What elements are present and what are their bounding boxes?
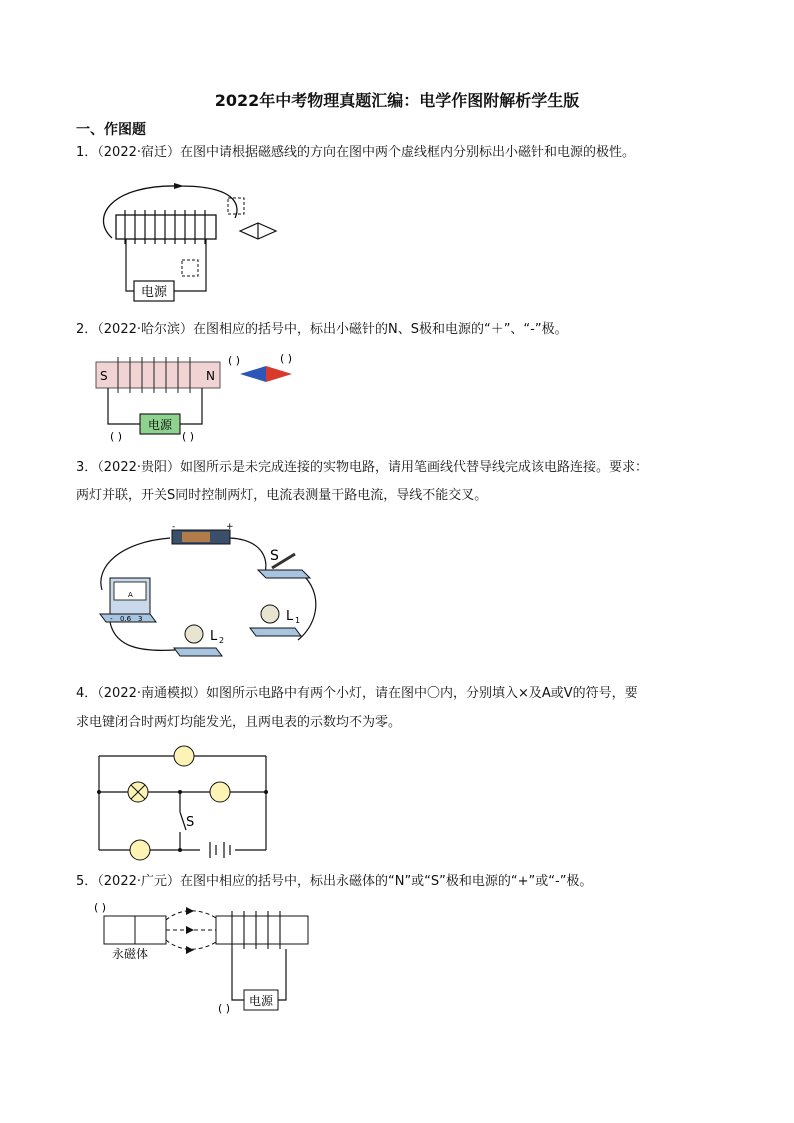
page-title: 2022年中考物理真题汇编：电学作图附解析学生版	[214, 91, 580, 110]
solenoid-core	[96, 362, 220, 388]
section-heading: 一、作图题	[76, 122, 146, 138]
ammeter-term-3: 3	[138, 615, 143, 623]
lamp1-bulb	[261, 605, 279, 623]
solenoid-core	[216, 916, 308, 944]
needle-red-half	[266, 366, 292, 382]
lamp2-sub: 2	[219, 636, 225, 645]
figure-q5-magnet-solenoid	[90, 896, 330, 1018]
figure-q3-circuit	[90, 522, 330, 672]
meter-circle-middle	[210, 782, 230, 802]
ammeter-a: A	[128, 591, 133, 599]
question-4-text-line2: 求电键闭合时两灯均能发光，且两电表的示数均不为零。	[76, 715, 402, 730]
question-4-text-line1: 4．（2022·南通模拟）如图所示电路中有两个小灯，请在图中〇内，分别填入×及A或V的符号，要	[76, 686, 638, 701]
lamp2-bulb	[185, 625, 203, 643]
meter-circle-bottom	[130, 840, 150, 860]
question-3-text-line2: 两灯并联，开关S同时控制两灯，电流表测量干路电流，导线不能交叉。	[76, 488, 488, 503]
bracket-needle-left: ( )	[228, 354, 241, 367]
magnet-label: 永磁体	[112, 947, 149, 961]
battery-plus: +	[226, 522, 234, 532]
question-3-text-line1: 3．（2022·贵阳）如图所示是未完成连接的实物电路，请用笔画线代替导线完成该电路连接。要求：	[76, 460, 648, 475]
bracket-magnet: ( )	[94, 901, 107, 914]
switch-base	[258, 570, 310, 578]
switch-label: S	[270, 548, 279, 564]
switch-label: S	[186, 815, 195, 830]
bracket-left-power: ( )	[110, 430, 123, 443]
meter-circle-top	[174, 746, 194, 766]
bracket-power: ( )	[218, 1002, 231, 1015]
dashed-box-power	[182, 260, 198, 276]
lamp2-label: L	[210, 629, 218, 644]
question-1-text: 1．（2022·宿迁）在图中请根据磁感线的方向在图中两个虚线框内分别标出小磁针和电源的极性。	[76, 145, 635, 160]
field-arrow-icon	[174, 183, 184, 189]
figure-q4-circuit	[90, 742, 280, 864]
s-pole-label: S	[100, 369, 108, 383]
ammeter-term-06: 0.6	[120, 615, 132, 623]
figure-q2-solenoid	[90, 348, 310, 446]
needle-blue-half	[240, 366, 266, 382]
power-label: 电源	[248, 994, 274, 1008]
ammeter-term-minus: -	[110, 615, 113, 623]
question-5-text: 5．（2022·广元）在图中相应的括号中，标出永磁体的“N”或“S”极和电源的“+”或“-”极。	[76, 874, 593, 889]
power-label: 电源	[140, 285, 168, 300]
bracket-needle-right: ( )	[280, 352, 293, 365]
dashed-box-needle	[228, 198, 244, 214]
solenoid-core	[116, 215, 216, 239]
bracket-right-power: ( )	[182, 430, 195, 443]
n-pole-label: N	[206, 369, 215, 383]
power-label: 电源	[147, 418, 173, 432]
battery-minus: -	[172, 522, 176, 532]
lamp1-sub: 1	[295, 616, 301, 625]
question-2-text: 2．（2022·哈尔滨）在图相应的括号中，标出小磁针的N、S极和电源的“＋”、“-”极。	[76, 322, 568, 337]
figure-q1-solenoid	[90, 178, 290, 308]
lamp1-label: L	[286, 609, 294, 624]
